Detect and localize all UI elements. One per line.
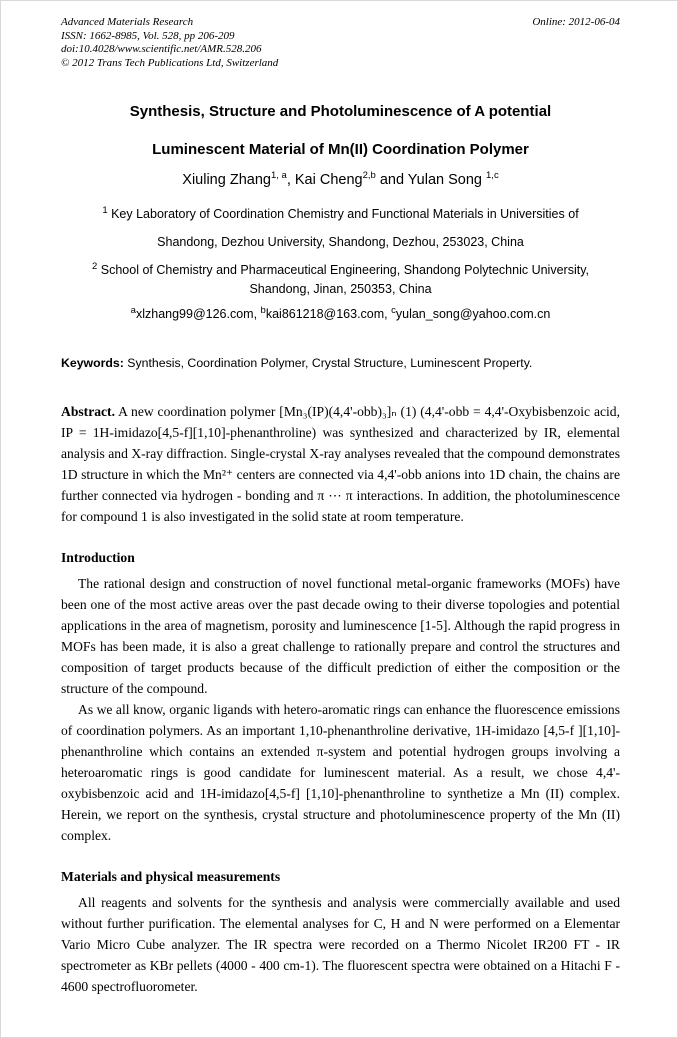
online-date: Online: 2012-06-04	[532, 16, 620, 28]
keywords-line	[61, 356, 620, 371]
journal-info	[61, 16, 278, 70]
affiliation-1-line-2: Shandong, Dezhou University, Shandong, Dezhou, 253023, China	[157, 235, 524, 249]
author-name-2: , Kai Cheng	[286, 172, 363, 188]
abstract-text: A new coordination polymer [Mn₃(IP)(4,4'-obb)₃]ₙ (1) (4,4'-obb = 4,4'-Oxybisbenzoic acid, IP = 1H-imidazo[4,5-f][1,10]-phenanthroline) was synthesized and characterized by IR, elemental analysis and X-ray diffraction. Single-crystal X-ray analyses revealed that the compound demonstrates 1D structure in which the Mn²⁺ centers are connected via 4,4'-obb anions into 1D chain, the chains are further connected via hydrogen - bonding and π ⋯ π interactions. In addition, the photoluminescence for compound 1 is also investigated in the solid state at room temperature.	[61, 404, 620, 524]
section-heading-introduction: Introduction	[61, 550, 135, 565]
email-c: yulan_song@yahoo.com.cn	[395, 307, 551, 321]
journal-doi: doi:10.4028/www.scientific.net/AMR.528.206	[61, 43, 262, 55]
affiliation-2-text: School of Chemistry and Pharmaceutical Engineering, Shandong Polytechnic University,	[97, 263, 589, 277]
journal-copyright: © 2012 Trans Tech Publications Ltd, Switzerland	[61, 56, 279, 69]
keywords-text: Synthesis, Coordination Polymer, Crystal Structure, Luminescent Property.	[123, 356, 533, 370]
author-affil-mark-1: 1, a	[270, 170, 287, 182]
affiliation-1-line-1	[61, 204, 620, 222]
author-affil-mark-2: 2,b	[362, 170, 376, 182]
authors-line	[61, 172, 620, 188]
author-affil-mark-3: 1,c	[486, 170, 499, 182]
keywords-label: Keywords:	[61, 356, 124, 370]
paper-title	[61, 103, 620, 159]
author-name-1: Xiuling Zhang	[182, 172, 271, 188]
intro-paragraph-1: The rational design and construction of novel functional metal-organic frameworks (MOFs) have been one of the most active areas over the past decade owing to their diverse topologies and potential applications in the area of magnetism, porosity and luminescence [1-5]. Although the rapid progress in MOFs has been made, it is also a great challenge to rationally prepare and control the structures and composition of target products because of the difficult prediction of either the composition or the structure of the compound.	[61, 576, 620, 696]
email-mark-c: c	[391, 304, 396, 316]
author-emails	[61, 304, 620, 322]
journal-title: Advanced Materials Research	[61, 16, 194, 28]
materials-paragraph-1: All reagents and solvents for the synthesis and analysis were commercially available and used without further purification. The elemental analyses for C, H and N were performed on a Elementar Vario Micro Cube analyzer. The IR spectra were recorded on a Thermo Nicolet IR200 FT - IR spectrometer as KBr pellets (4000 - 400 cm-1). The fluorescent spectra were obtained on a Hitachi F - 4600 spectrofluorometer.	[61, 895, 620, 994]
abstract-label: Abstract.	[61, 404, 115, 419]
section-materials	[61, 869, 620, 997]
affiliation-2-line-2: Shandong, Jinan, 250353, China	[249, 282, 432, 296]
email-a: xlzhang99@126.com,	[135, 307, 261, 321]
email-mark-b: b	[260, 304, 266, 316]
journal-issn: ISSN: 1662-8985, Vol. 528, pp 206-209	[61, 29, 235, 42]
author-name-3: and Yulan Song	[375, 172, 487, 188]
email-b: kai861218@163.com,	[265, 307, 392, 321]
title-line-2: Luminescent Material of Mn(II) Coordination Polymer	[152, 141, 529, 158]
section-heading-materials: Materials and physical measurements	[61, 869, 281, 884]
email-mark-a: a	[130, 304, 136, 316]
affiliation-2-mark: 2	[92, 260, 98, 272]
journal-header	[61, 16, 620, 70]
section-introduction	[61, 550, 620, 846]
title-line-1: Synthesis, Structure and Photoluminescence of A potential	[129, 103, 552, 120]
intro-paragraph-2: As we all know, organic ligands with hetero-aromatic rings can enhance the fluorescence emissions of coordination polymers. As an important 1,10-phenanthroline derivative, 1H-imidazo [4,5-f ][1,10]-phenanthroline which contains an extended π-system and potential hydrogen groups involving a heteroaromatic rings is good candidate for luminescent material. As a result, we chose 4,4'-oxybisbenzoic acid and 1H-imidazo[4,5-f] [1,10]-phenanthroline to synthetize a Mn (II) complex. Herein, we report on the synthesis, crystal structure and photoluminescence property of the Mn (II) complex.	[61, 702, 620, 843]
affiliation-2-line-1	[61, 260, 620, 278]
affiliation-1-text: Key Laboratory of Coordination Chemistry and Functional Materials in Universities of	[107, 207, 579, 221]
abstract	[61, 401, 620, 527]
affiliation-1-mark: 1	[102, 204, 108, 216]
